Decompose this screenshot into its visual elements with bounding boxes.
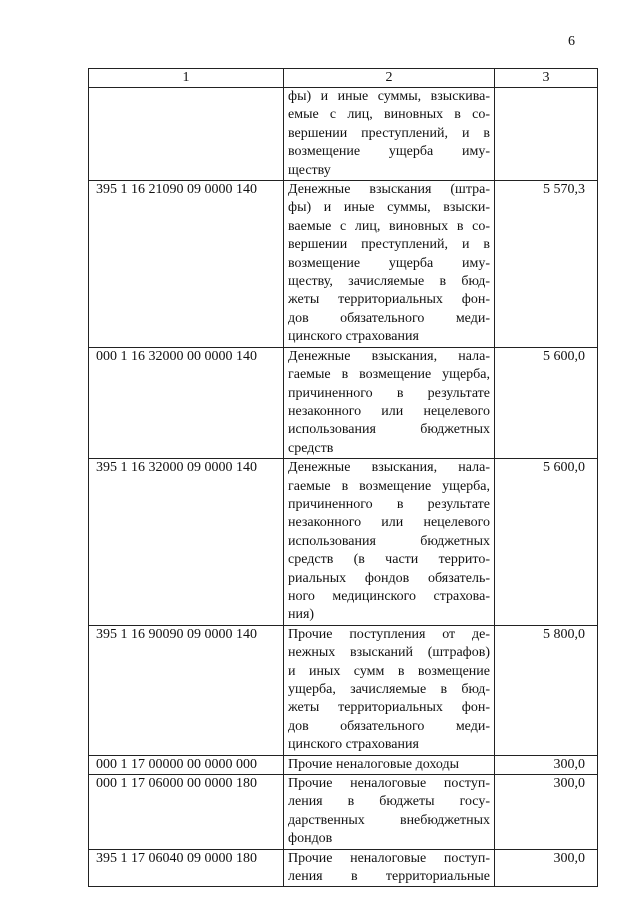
budget-code-cell: 395 1 16 90090 09 0000 140	[89, 625, 284, 755]
description-cell	[284, 181, 495, 348]
budget-code-cell: 000 1 17 00000 00 0000 000	[89, 755, 284, 774]
description-line: гаемые в возмещение ущерба,	[288, 478, 490, 494]
description-line: незаконного или нецелевого	[288, 515, 490, 531]
description-line: использования бюджетных	[288, 422, 490, 438]
description-line: дов обязательного меди-	[288, 310, 490, 326]
description-line: причиненного в результате	[288, 496, 490, 512]
description-cell	[284, 459, 495, 626]
description-line: использования бюджетных	[288, 533, 490, 549]
description-cell	[284, 625, 495, 755]
description-line: средств	[288, 440, 334, 456]
amount-cell: 300,0	[495, 775, 598, 850]
description-line: жеты территориальных фон-	[288, 700, 490, 716]
description-line: Прочие поступления от де-	[288, 626, 490, 642]
description-line: емые с лиц, виновных в со-	[288, 107, 490, 123]
description-line: ного медицинского страхова-	[288, 588, 490, 604]
description-cell	[284, 88, 495, 181]
description-line: нежных взысканий (штрафов)	[288, 645, 490, 661]
description-line: Прочие неналоговые поступ-	[288, 850, 490, 866]
description-cell	[284, 849, 495, 887]
budget-revenue-table	[88, 68, 598, 887]
amount-cell: 5 600,0	[495, 347, 598, 458]
description-line: цинского страхования	[288, 329, 419, 345]
description-line: ущерба, зачисляемые в бюд-	[288, 682, 490, 697]
budget-code-cell: 000 1 17 06000 00 0000 180	[89, 775, 284, 850]
column-header: 2	[284, 69, 495, 88]
description-line: незаконного или нецелевого	[288, 403, 490, 419]
table-row	[89, 625, 598, 755]
description-line: ления в территориальные	[288, 869, 490, 885]
amount-cell: 300,0	[495, 755, 598, 774]
description-line: ществу, зачисляемые в бюд-	[288, 274, 490, 290]
budget-code-cell: 395 1 16 32000 09 0000 140	[89, 459, 284, 626]
table-row	[89, 775, 598, 850]
description-line: вершении преступлений, и в	[288, 125, 490, 141]
budget-code-cell	[89, 88, 284, 181]
amount-cell: 5 570,3	[495, 181, 598, 348]
description-line: средств (в части террито-	[288, 552, 490, 568]
description-line: риальных фондов обязатель-	[288, 570, 490, 586]
description-line: ваемые с лиц, виновных в со-	[288, 218, 490, 234]
description-line: дарственных внебюджетных	[288, 812, 490, 828]
table-row	[89, 347, 598, 458]
description-line: ществу	[288, 162, 331, 178]
table-row	[89, 755, 598, 774]
budget-code-cell: 395 1 17 06040 09 0000 180	[89, 849, 284, 887]
description-line: цинского страхования	[288, 737, 419, 753]
description-line: Денежные взыскания (штра-	[288, 182, 490, 198]
description-line: возмещение ущерба иму-	[288, 144, 490, 160]
description-line: жеты территориальных фон-	[288, 292, 490, 308]
description-line: ния)	[288, 607, 315, 623]
description-line: Денежные взыскания, нала-	[288, 460, 490, 476]
budget-code-cell: 395 1 16 21090 09 0000 140	[89, 181, 284, 348]
description-line: фы) и иные суммы, взыски-	[288, 200, 490, 216]
amount-cell: 5 800,0	[495, 625, 598, 755]
description-line: гаемые в возмещение ущерба,	[288, 367, 490, 383]
description-line: вершении преступлений, и в	[288, 237, 490, 253]
column-header: 3	[495, 69, 598, 88]
table-row	[89, 849, 598, 887]
table-row	[89, 88, 598, 181]
table-header-row	[89, 69, 598, 88]
description-line: возмещение ущерба иму-	[288, 255, 490, 271]
amount-cell: 300,0	[495, 849, 598, 887]
description-line: Денежные взыскания, нала-	[288, 348, 490, 364]
amount-cell: 5 600,0	[495, 459, 598, 626]
description-line: фы) и иные суммы, взыскива-	[288, 89, 490, 104]
table-row	[89, 181, 598, 348]
description-line: фондов	[288, 831, 333, 847]
table-row	[89, 459, 598, 626]
description-cell	[284, 347, 495, 458]
description-line: дов обязательного меди-	[288, 718, 490, 734]
description-line: Прочие неналоговые доходы	[288, 756, 460, 772]
description-line: и иных сумм в возмещение	[288, 663, 490, 679]
description-cell	[284, 775, 495, 850]
description-line: причиненного в результате	[288, 385, 490, 401]
description-line: ления в бюджеты госу-	[288, 794, 490, 810]
description-line: Прочие неналоговые поступ-	[288, 776, 490, 792]
amount-cell	[495, 88, 598, 181]
budget-code-cell: 000 1 16 32000 00 0000 140	[89, 347, 284, 458]
page-number: 6	[568, 34, 575, 49]
description-cell	[284, 755, 495, 774]
column-header: 1	[89, 69, 284, 88]
